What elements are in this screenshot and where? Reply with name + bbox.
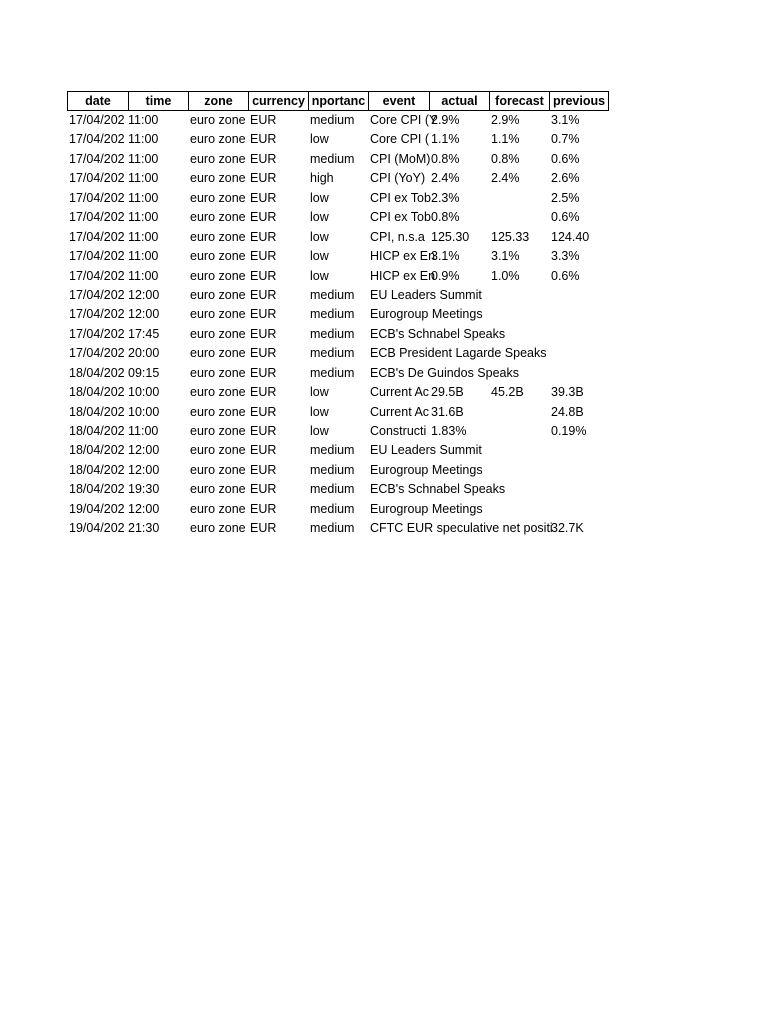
- table-row: [67, 267, 609, 286]
- cell-event[interactable]: CPI ex Tob: [370, 190, 431, 205]
- cell-zone[interactable]: euro zone: [190, 307, 246, 322]
- cell-forecast[interactable]: [489, 441, 549, 460]
- cell-previous[interactable]: 0.6%: [551, 210, 580, 225]
- cell-previous[interactable]: [549, 364, 609, 383]
- cell-zone[interactable]: euro zone: [190, 462, 246, 477]
- cell-event[interactable]: Current Ac: [370, 404, 430, 419]
- cell-date[interactable]: 17/04/202: [69, 268, 125, 283]
- cell-previous[interactable]: 0.6%: [551, 268, 580, 283]
- cell-forecast[interactable]: 1.0%: [491, 268, 520, 283]
- cell-currency[interactable]: EUR: [250, 482, 277, 497]
- cell-importance[interactable]: medium: [310, 287, 355, 302]
- cell-currency[interactable]: EUR: [250, 268, 277, 283]
- cell-currency[interactable]: EUR: [250, 404, 277, 419]
- header-zone[interactable]: zone: [188, 91, 248, 111]
- cell-currency[interactable]: EUR: [250, 365, 277, 380]
- cell-event[interactable]: CPI ex Tob: [370, 210, 431, 225]
- cell-currency[interactable]: EUR: [250, 462, 277, 477]
- cell-time[interactable]: 12:00: [128, 307, 160, 322]
- cell-previous[interactable]: 2.5%: [551, 190, 580, 205]
- cell-zone[interactable]: euro zone: [190, 132, 246, 147]
- cell-time[interactable]: 12:00: [128, 462, 160, 477]
- cell-date[interactable]: 17/04/202: [69, 132, 125, 147]
- cell-date[interactable]: 18/04/202: [69, 404, 125, 419]
- cell-date[interactable]: 18/04/202: [69, 424, 125, 438]
- cell-forecast[interactable]: [489, 286, 549, 305]
- cell-time[interactable]: 11:00: [128, 113, 159, 127]
- cell-previous[interactable]: [549, 286, 609, 305]
- cell-date[interactable]: 17/04/202: [69, 249, 125, 264]
- cell-importance[interactable]: medium: [310, 521, 355, 536]
- table-row: [67, 441, 609, 460]
- cell-previous[interactable]: 124.40: [551, 229, 590, 244]
- cell-event[interactable]: EU Leaders Summit: [370, 443, 482, 458]
- cell-event[interactable]: CPI, n.s.a: [370, 229, 425, 244]
- cell-event[interactable]: Core CPI (: [370, 132, 430, 147]
- cell-actual[interactable]: 2.3%: [431, 190, 460, 205]
- cell-time[interactable]: 09:15: [128, 365, 160, 380]
- table-row: [67, 169, 609, 188]
- cell-importance[interactable]: low: [310, 249, 329, 264]
- table-row: [67, 228, 609, 247]
- cell-actual[interactable]: 2.4%: [431, 171, 460, 186]
- header-time[interactable]: time: [128, 91, 188, 111]
- cell-event[interactable]: Eurogroup Meetings: [370, 501, 483, 516]
- cell-event[interactable]: Eurogroup Meetings: [370, 462, 483, 477]
- header-row: [67, 91, 609, 111]
- cell-importance[interactable]: low: [310, 385, 329, 400]
- table-row: [67, 305, 609, 324]
- cell-importance[interactable]: low: [310, 210, 329, 225]
- cell-importance[interactable]: low: [310, 190, 329, 205]
- cell-zone[interactable]: euro zone: [190, 229, 246, 244]
- table-row: [67, 286, 609, 305]
- cell-event[interactable]: Eurogroup Meetings: [370, 307, 483, 322]
- cell-date[interactable]: 17/04/202: [69, 210, 125, 225]
- cell-importance[interactable]: medium: [310, 151, 355, 166]
- cell-actual[interactable]: 0.9%: [431, 268, 460, 283]
- cell-time[interactable]: 19:30: [128, 482, 160, 497]
- cell-time[interactable]: 11:00: [128, 424, 159, 438]
- cell-zone[interactable]: euro zone: [190, 268, 246, 283]
- cell-zone[interactable]: euro zone: [190, 424, 246, 438]
- cell-time[interactable]: 11:00: [128, 151, 159, 166]
- cell-currency[interactable]: EUR: [250, 501, 277, 516]
- header-importance[interactable]: nportanc: [308, 91, 368, 111]
- cell-zone[interactable]: euro zone: [190, 287, 246, 302]
- cell-forecast[interactable]: [489, 461, 549, 480]
- cell-forecast[interactable]: [489, 325, 549, 344]
- cell-zone[interactable]: euro zone: [190, 171, 246, 186]
- cell-currency[interactable]: EUR: [250, 229, 277, 244]
- cell-previous[interactable]: [549, 461, 609, 480]
- cell-zone[interactable]: euro zone: [190, 113, 246, 127]
- cell-importance[interactable]: medium: [310, 443, 355, 458]
- cell-date[interactable]: 17/04/202: [69, 229, 125, 244]
- cell-date[interactable]: 19/04/202: [69, 521, 125, 536]
- header-forecast[interactable]: forecast: [489, 91, 549, 111]
- cell-time[interactable]: 10:00: [128, 404, 160, 419]
- table-row: [67, 422, 609, 441]
- table-row: [67, 111, 609, 130]
- cell-zone[interactable]: euro zone: [190, 443, 246, 458]
- cell-forecast[interactable]: 2.4%: [491, 171, 520, 186]
- cell-event[interactable]: EU Leaders Summit: [370, 287, 482, 302]
- header-actual[interactable]: actual: [429, 91, 489, 111]
- header-event[interactable]: event: [368, 91, 429, 111]
- cell-currency[interactable]: EUR: [250, 249, 277, 264]
- cell-event[interactable]: Current Ac: [370, 385, 430, 400]
- cell-importance[interactable]: low: [310, 229, 329, 244]
- cell-zone[interactable]: euro zone: [190, 326, 246, 341]
- cell-forecast[interactable]: 1.1%: [491, 132, 520, 147]
- cell-currency[interactable]: EUR: [250, 151, 277, 166]
- cell-time[interactable]: 11:00: [128, 190, 159, 205]
- table-row: [67, 247, 609, 266]
- cell-date[interactable]: 18/04/202: [69, 385, 125, 400]
- cell-actual[interactable]: [429, 500, 489, 519]
- cell-date[interactable]: 17/04/202: [69, 326, 125, 341]
- cell-event[interactable]: CFTC EUR speculative net positi: [370, 521, 553, 536]
- cell-zone[interactable]: euro zone: [190, 404, 246, 419]
- cell-actual[interactable]: 29.5B: [431, 385, 464, 400]
- cell-forecast[interactable]: [489, 422, 549, 441]
- cell-currency[interactable]: EUR: [250, 424, 277, 438]
- cell-currency[interactable]: EUR: [250, 132, 277, 147]
- header-currency[interactable]: currency: [248, 91, 308, 111]
- cell-event[interactable]: CPI (YoY): [370, 171, 426, 186]
- cell-date[interactable]: 17/04/202: [69, 307, 125, 322]
- cell-forecast[interactable]: [489, 403, 549, 422]
- cell-date[interactable]: 18/04/202: [69, 365, 125, 380]
- cell-date[interactable]: 17/04/202: [69, 287, 125, 302]
- cell-time[interactable]: 17:45: [128, 326, 160, 341]
- cell-previous[interactable]: [549, 441, 609, 460]
- cell-time[interactable]: 11:00: [128, 229, 159, 244]
- table-row: [67, 344, 609, 363]
- cell-previous[interactable]: 0.6%: [551, 151, 580, 166]
- cell-importance[interactable]: medium: [310, 326, 355, 341]
- cell-actual[interactable]: 1.83%: [431, 424, 467, 438]
- cell-date[interactable]: 17/04/202: [69, 190, 125, 205]
- cell-time[interactable]: 11:00: [128, 132, 159, 147]
- cell-time[interactable]: 12:00: [128, 501, 160, 516]
- table-row: [67, 325, 609, 344]
- cell-forecast[interactable]: [489, 480, 549, 499]
- cell-time[interactable]: 12:00: [128, 443, 160, 458]
- cell-previous[interactable]: 3.3%: [551, 249, 580, 264]
- cell-previous[interactable]: 24.8B: [551, 404, 584, 419]
- cell-actual[interactable]: [429, 286, 489, 305]
- cell-forecast[interactable]: [489, 500, 549, 519]
- cell-previous[interactable]: 3.1%: [551, 113, 580, 127]
- table-row: [67, 383, 609, 402]
- cell-importance[interactable]: medium: [310, 307, 355, 322]
- cell-actual[interactable]: [429, 305, 489, 324]
- cell-event[interactable]: ECB's De Guindos Speaks: [370, 365, 519, 380]
- cell-forecast[interactable]: 45.2B: [491, 385, 524, 400]
- table-row: [67, 189, 609, 208]
- cell-actual[interactable]: 31.6B: [431, 404, 464, 419]
- cell-date[interactable]: 18/04/202: [69, 443, 125, 458]
- cell-event[interactable]: Core CPI (Y: [370, 113, 438, 127]
- cell-forecast[interactable]: [489, 344, 549, 363]
- cell-previous[interactable]: [549, 325, 609, 344]
- cell-date[interactable]: 17/04/202: [69, 346, 125, 361]
- cell-event[interactable]: HICP ex En: [370, 249, 436, 264]
- cell-previous[interactable]: [549, 500, 609, 519]
- cell-time[interactable]: 11:00: [128, 268, 159, 283]
- cell-currency[interactable]: EUR: [250, 385, 277, 400]
- cell-previous[interactable]: 32.7K: [551, 521, 584, 536]
- cell-zone[interactable]: euro zone: [190, 210, 246, 225]
- table-row: [67, 150, 609, 169]
- cell-zone[interactable]: euro zone: [190, 521, 246, 536]
- cell-importance[interactable]: low: [310, 268, 329, 283]
- cell-event[interactable]: HICP ex En: [370, 268, 436, 283]
- cell-zone[interactable]: euro zone: [190, 482, 246, 497]
- cell-zone[interactable]: euro zone: [190, 346, 246, 361]
- cell-time[interactable]: 21:30: [128, 521, 160, 536]
- table-row: [67, 364, 609, 383]
- cell-forecast[interactable]: [489, 305, 549, 324]
- cell-importance[interactable]: medium: [310, 113, 355, 127]
- cell-forecast[interactable]: 3.1%: [491, 249, 520, 264]
- header-date[interactable]: date: [67, 91, 128, 111]
- table-row: [67, 461, 609, 480]
- table-row: [67, 403, 609, 422]
- cell-currency[interactable]: EUR: [250, 190, 277, 205]
- cell-actual[interactable]: [429, 364, 489, 383]
- cell-currency[interactable]: EUR: [250, 443, 277, 458]
- cell-actual[interactable]: [429, 461, 489, 480]
- cell-actual[interactable]: 125.30: [431, 229, 470, 244]
- cell-actual[interactable]: 0.8%: [431, 151, 460, 166]
- cell-actual[interactable]: [429, 441, 489, 460]
- cell-zone[interactable]: euro zone: [190, 249, 246, 264]
- cell-zone[interactable]: euro zone: [190, 151, 246, 166]
- cell-actual[interactable]: 2.9%: [431, 113, 460, 127]
- table-body: [67, 111, 609, 539]
- cell-time[interactable]: 11:00: [128, 249, 159, 264]
- cell-forecast[interactable]: [489, 519, 549, 538]
- cell-previous[interactable]: 0.7%: [551, 132, 580, 147]
- cell-importance[interactable]: medium: [310, 346, 355, 361]
- cell-currency[interactable]: EUR: [250, 346, 277, 361]
- cell-event[interactable]: ECB's Schnabel Speaks: [370, 326, 506, 341]
- cell-date[interactable]: 17/04/202: [69, 171, 125, 186]
- cell-time[interactable]: 11:00: [128, 171, 159, 186]
- cell-previous[interactable]: [549, 305, 609, 324]
- cell-zone[interactable]: euro zone: [190, 385, 246, 400]
- cell-date[interactable]: 17/04/202: [69, 151, 125, 166]
- cell-event[interactable]: ECB's Schnabel Speaks: [370, 482, 506, 497]
- cell-zone[interactable]: euro zone: [190, 190, 246, 205]
- table-row: [67, 480, 609, 499]
- cell-time[interactable]: 10:00: [128, 385, 160, 400]
- cell-forecast[interactable]: 0.8%: [491, 151, 520, 166]
- cell-event[interactable]: CPI (MoM): [370, 151, 431, 166]
- cell-previous[interactable]: [549, 344, 609, 363]
- cell-previous[interactable]: [549, 480, 609, 499]
- cell-time[interactable]: 20:00: [128, 346, 160, 361]
- cell-previous[interactable]: 0.19%: [551, 424, 587, 438]
- cell-currency[interactable]: EUR: [250, 113, 277, 127]
- table-row: [67, 208, 609, 227]
- cell-importance[interactable]: low: [310, 424, 329, 438]
- table-row: [67, 130, 609, 149]
- cell-currency[interactable]: EUR: [250, 521, 277, 536]
- cell-previous[interactable]: 39.3B: [551, 385, 584, 400]
- cell-date[interactable]: 17/04/202: [69, 113, 125, 127]
- cell-forecast[interactable]: [489, 208, 549, 227]
- header-previous[interactable]: previous: [549, 91, 609, 111]
- table-row: [67, 500, 609, 519]
- cell-actual[interactable]: [429, 325, 489, 344]
- cell-currency[interactable]: EUR: [250, 210, 277, 225]
- cell-actual[interactable]: 3.1%: [431, 249, 460, 264]
- spreadsheet-table: [67, 91, 609, 539]
- cell-importance[interactable]: low: [310, 132, 329, 147]
- cell-importance[interactable]: high: [310, 171, 334, 186]
- cell-importance[interactable]: medium: [310, 482, 355, 497]
- cell-importance[interactable]: low: [310, 404, 329, 419]
- cell-previous[interactable]: 2.6%: [551, 171, 580, 186]
- cell-actual[interactable]: [429, 480, 489, 499]
- cell-forecast[interactable]: [489, 364, 549, 383]
- cell-event[interactable]: ECB President Lagarde Speaks: [370, 346, 547, 361]
- cell-currency[interactable]: EUR: [250, 307, 277, 322]
- cell-forecast[interactable]: 125.33: [491, 229, 530, 244]
- cell-zone[interactable]: euro zone: [190, 501, 246, 516]
- cell-importance[interactable]: medium: [310, 365, 355, 380]
- cell-currency[interactable]: EUR: [250, 287, 277, 302]
- cell-actual[interactable]: 1.1%: [431, 132, 460, 147]
- cell-importance[interactable]: medium: [310, 501, 355, 516]
- cell-time[interactable]: 11:00: [128, 210, 159, 225]
- cell-importance[interactable]: medium: [310, 462, 355, 477]
- cell-currency[interactable]: EUR: [250, 171, 277, 186]
- table-row: [67, 519, 609, 538]
- cell-time[interactable]: 12:00: [128, 287, 160, 302]
- cell-date[interactable]: 18/04/202: [69, 462, 125, 477]
- cell-zone[interactable]: euro zone: [190, 365, 246, 380]
- cell-actual[interactable]: 0.8%: [431, 210, 460, 225]
- cell-actual[interactable]: [429, 519, 489, 538]
- cell-currency[interactable]: EUR: [250, 326, 277, 341]
- cell-forecast[interactable]: 2.9%: [491, 113, 520, 127]
- cell-event[interactable]: Constructi: [370, 424, 427, 438]
- cell-forecast[interactable]: [489, 189, 549, 208]
- cell-date[interactable]: 19/04/202: [69, 501, 125, 516]
- cell-date[interactable]: 18/04/202: [69, 482, 125, 497]
- cell-actual[interactable]: [429, 344, 489, 363]
